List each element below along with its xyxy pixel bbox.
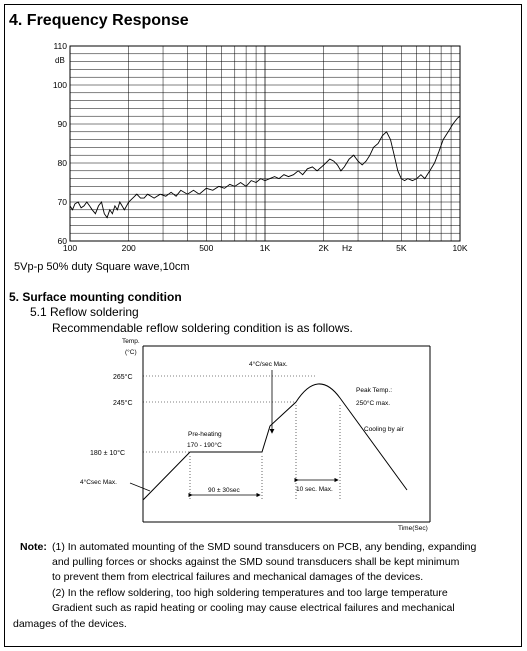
note-line-4: (2) In the reflow soldering, too high soldering temperatures and too large temperature: [52, 587, 448, 599]
y-tick-label: 100: [52, 80, 67, 90]
level-180: 180 ± 10°C: [90, 450, 126, 457]
x-tick-label: 200: [121, 243, 136, 253]
x-tick-label: 5K: [396, 243, 407, 253]
temp-unit: (°C): [125, 349, 137, 356]
ramp-up-rate: 4°Csec Max.: [80, 479, 117, 486]
x-axis-unit: Hz: [342, 243, 353, 253]
cooling-label: Cooling by air: [364, 426, 404, 433]
preheat-duration: 90 ± 30sec: [208, 487, 240, 494]
note-line-3: to prevent them from electrical failures and mechanical damages of the devices.: [52, 571, 424, 583]
x-tick-label: 2K: [318, 243, 329, 253]
y-tick-label: 90: [57, 119, 67, 129]
x-tick-label: 100: [62, 243, 78, 253]
note-line-1: (1) In automated mounting of the SMD sound transducers on PCB, any bending, expanding: [52, 541, 477, 553]
x-tick-label: 10K: [452, 243, 468, 253]
note-label: Note:: [20, 541, 47, 553]
section-5-title: 5. Surface mounting condition: [9, 290, 182, 304]
y-tick-label: 80: [57, 158, 67, 168]
section-4-title: 4. Frequency Response: [9, 12, 189, 29]
time-label: Time(Sec): [398, 525, 428, 532]
y-tick-label: 70: [57, 197, 67, 207]
y-tick-label: 110: [53, 41, 67, 51]
ramp-peak-rate: 4°C/sec Max.: [249, 361, 288, 368]
level-245: 245°C: [113, 400, 133, 407]
preheat-label: Pre-heating: [188, 431, 222, 438]
y-axis-unit: dB: [55, 56, 65, 65]
x-tick-label: 1K: [259, 243, 271, 253]
reflow-subtitle: 5.1 Reflow soldering: [30, 305, 139, 319]
peak-temp-value: 250°C max.: [356, 400, 391, 407]
peak-duration: 10 sec. Max.: [296, 486, 333, 493]
temp-label: Temp.: [122, 338, 140, 345]
x-tick-label: 500: [199, 243, 214, 253]
peak-temp-label: Peak Temp.:: [356, 387, 393, 394]
note-line-2: and pulling forces or shocks against the SMD sound transducers shall be kept minimum: [52, 556, 460, 568]
y-tick-label: 60: [57, 236, 67, 246]
note-line-6: damages of the devices.: [13, 618, 127, 630]
test-condition-caption: 5Vp-p 50% duty Square wave,10cm: [14, 261, 190, 273]
reflow-description: Recommendable reflow soldering condition is as follows.: [52, 321, 353, 335]
preheat-range: 170 - 190°C: [187, 442, 222, 449]
level-265: 265°C: [113, 374, 133, 381]
note-line-5: Gradient such as rapid heating or cooling may cause electrical failures and mechanical: [52, 602, 455, 614]
